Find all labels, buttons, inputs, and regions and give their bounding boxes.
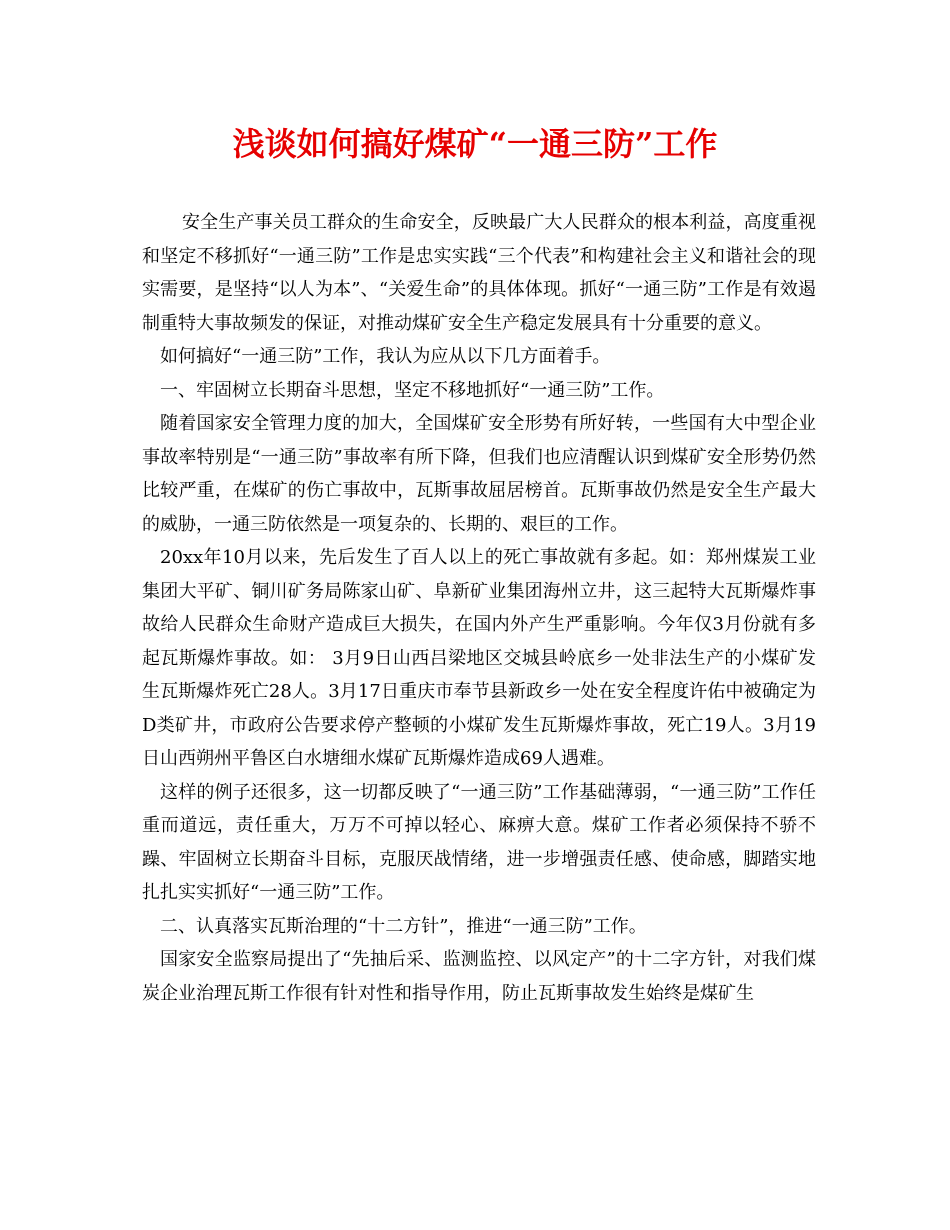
paragraph-situation: 随着国家安全管理力度的加大，全国煤矿安全形势有所好转，一些国有大中型企业事故率特别是“一通三防”事故率有所下降，但我们也应清醒认识到煤矿安全形势仍然比较严重，在煤矿的伤亡事故中，瓦斯事故屈居榜首。瓦斯事故仍然是安全生产最大的威胁，一通三防依然是一项复杂的、长期的、艰巨的工作。: [142, 413, 816, 535]
paragraph-policy: 国家安全监察局提出了“先抽后采、监测监控、以风定产”的十二字方针，对我们煤炭企业治理瓦斯工作很有针对性和指导作用，防止瓦斯事故发生始终是煤矿生: [142, 949, 816, 1004]
paragraph-intro: 安全生产事关员工群众的生命安全，反映最广大人民群众的根本利益，高度重视和坚定不移抓好“一通三防”工作是忠实实践“三个代表”和构建社会主义和谐社会的现实需要，是坚持“以人为本”、“关爱生命”的具体体现。抓好“一通三防”工作是有效遏制重特大事故频发的保证，对推动煤矿安全生产稳定发展具有十分重要的意义。: [142, 212, 816, 334]
section-heading-2: 二、认真落实瓦斯治理的“十二方针”，推进“一通三防”工作。: [160, 915, 647, 937]
section-heading-1: 一、牢固树立长期奋斗思想，坚定不移地抓好“一通三防”工作。: [160, 379, 665, 401]
document-body: [142, 206, 816, 1010]
paragraph-approach: 如何搞好“一通三防”工作，我认为应从以下几方面着手。: [160, 346, 611, 367]
paragraph-conclusion: 这样的例子还很多，这一切都反映了“一通三防”工作基础薄弱，“一通三防”工作任重而道远，责任重大，万万不可掉以轻心、麻痹大意。煤矿工作者必须保持不骄不躁、牢固树立长期奋斗目标，克服厌战情绪，进一步增强责任感、使命感，脚踏实地扎扎实实抓好“一通三防”工作。: [142, 781, 816, 903]
paragraph-accidents: 20xx年10月以来，先后发生了百人以上的死亡事故就有多起。如：郑州煤炭工业集团大平矿、铜川矿务局陈家山矿、阜新矿业集团海州立井，这三起特大瓦斯爆炸事故给人民群众生命财产造成巨大损失，在国内外产生严重影响。今年仅3月份就有多起瓦斯爆炸事故。如： 3月9日山西吕梁地区交城县岭底乡一处非法生产的小煤矿发生瓦斯爆炸死亡28人。3月17日重庆市奉节县新政乡一处在安全程度许佑中被确定为D类矿井，市政府公告要求停产整顿的小煤矿发生瓦斯爆炸事故，死亡19人。3月19日山西朔州平鲁区白水塘细水煤矿瓦斯爆炸造成69人遇难。: [142, 547, 816, 769]
document-title: 浅谈如何搞好煤矿“一通三防”工作: [232, 125, 718, 163]
